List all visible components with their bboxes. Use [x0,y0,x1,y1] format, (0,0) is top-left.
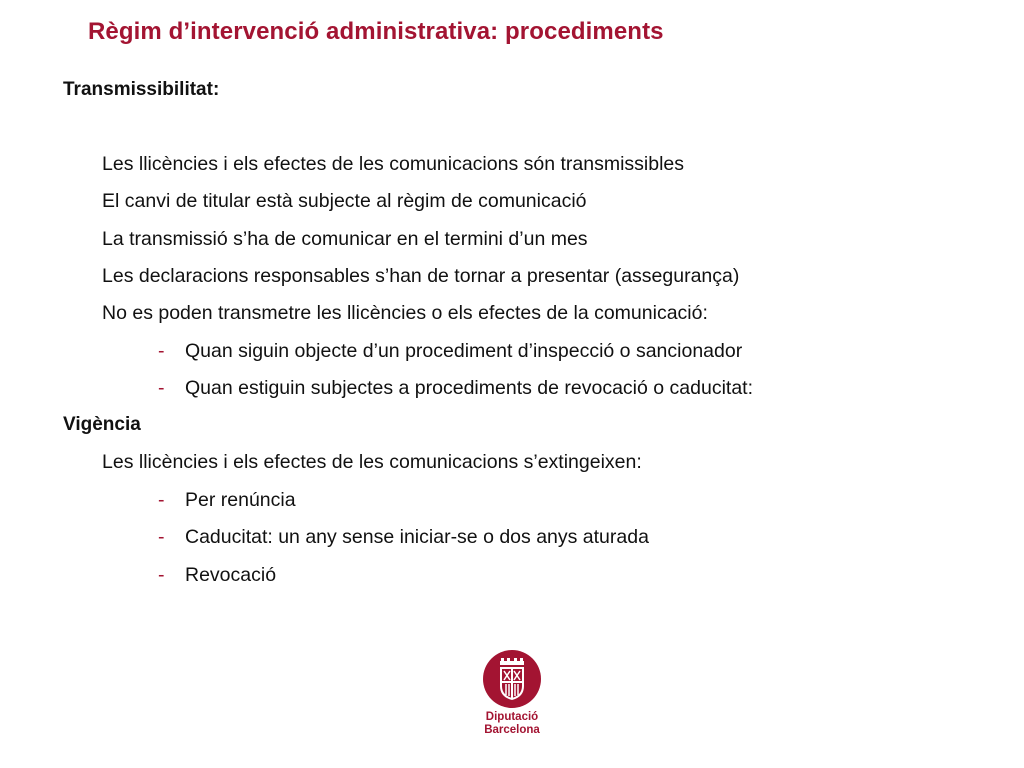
page-title: Règim d’intervenció administrativa: procediments [88,18,664,45]
dash-bullet: - [158,340,165,362]
list-item: La transmissió s’ha de comunicar en el termini d’un mes [102,228,588,250]
logo-text-line2: Barcelona [484,724,540,736]
list-item: El canvi de titular està subjecte al règim de comunicació [102,190,587,212]
sub-list-item-text: Per renúncia [185,489,296,511]
list-item: Les llicències i els efectes de les comunicacions són transmissibles [102,153,685,175]
sub-list-item [158,377,753,400]
list-item: Les declaracions responsables s’han de tornar a presentar (assegurança) [102,265,740,287]
dash-bullet: - [158,377,165,399]
section-heading-transmissibilitat: Transmissibilitat: [63,79,220,100]
dash-bullet: - [158,564,165,586]
sub-list-item [158,526,649,549]
list-item: No es poden transmetre les llicències o els efectes de la comunicació: [102,302,708,324]
sub-list-item-text: Quan siguin objecte d’un procediment d’inspecció o sancionador [185,340,743,362]
sub-list-item [158,489,296,512]
logo-text-line1: Diputació [485,711,539,723]
dash-bullet: - [158,526,165,548]
section-heading-vigencia: Vigència [63,414,141,435]
sub-list-item-text: Caducitat: un any sense iniciar-se o dos anys aturada [185,526,649,548]
sub-list-item-text: Quan estiguin subjectes a procediments de revocació o caducitat: [185,377,753,399]
diputacio-barcelona-logo [472,648,552,740]
sub-list-item [158,564,276,587]
sub-list-item [158,340,742,363]
list-item: Les llicències i els efectes de les comunicacions s’extingeixen: [102,451,642,473]
sub-list-item-text: Revocació [185,564,277,586]
dash-bullet: - [158,489,165,511]
coat-of-arms-icon [483,650,541,708]
